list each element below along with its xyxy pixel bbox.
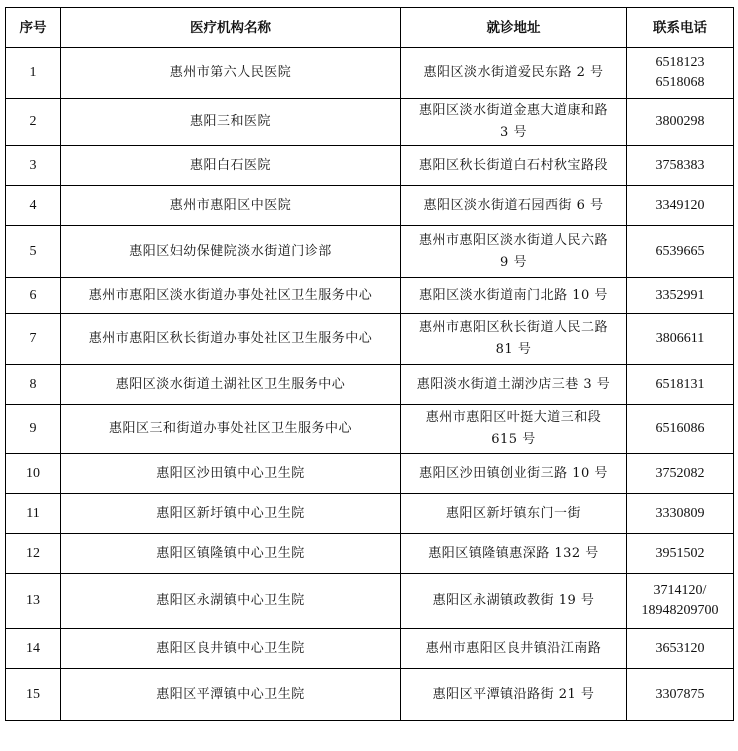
table-row	[6, 99, 734, 146]
institution-name: 惠州市第六人民医院	[61, 48, 401, 99]
institution-name: 惠州市惠阳区秋长街道办事处社区卫生服务中心	[61, 314, 401, 365]
row-index: 5	[6, 226, 61, 278]
institution-address	[401, 48, 627, 99]
phone-line: 3714120/	[653, 583, 707, 598]
header-institution-name: 医疗机构名称	[61, 8, 401, 48]
institution-phone	[627, 669, 734, 721]
phone-line: 3758383	[655, 157, 705, 173]
institution-phone	[627, 314, 734, 365]
phone-line: 6518131	[655, 376, 705, 392]
header-index: 序号	[6, 8, 61, 48]
phone-line: 6539665	[655, 243, 705, 259]
address-line: 惠阳区淡水街道石园西街 6 号	[423, 197, 604, 213]
institution-address	[401, 494, 627, 534]
row-index: 2	[6, 99, 61, 146]
institution-name: 惠州市惠阳区淡水街道办事处社区卫生服务中心	[61, 278, 401, 314]
table-row	[6, 405, 734, 454]
table-row	[6, 226, 734, 278]
table-row	[6, 314, 734, 365]
phone-line: 6518123	[655, 55, 705, 70]
institution-address	[401, 534, 627, 574]
address-line: 惠州市惠阳区秋长街道人民二路	[418, 320, 608, 335]
institution-name: 惠阳区良井镇中心卫生院	[61, 629, 401, 669]
institution-phone	[627, 48, 734, 99]
document-page	[5, 7, 734, 721]
table-row	[6, 186, 734, 226]
address-line: 惠阳区沙田镇创业街三路 10 号	[419, 465, 608, 481]
address-line: 惠阳区新圩镇东门一街	[445, 505, 581, 521]
table-row	[6, 48, 734, 99]
table-row	[6, 574, 734, 629]
institution-phone	[627, 186, 734, 226]
institution-address	[401, 454, 627, 494]
phone-line: 18948209700	[641, 603, 719, 618]
institution-name: 惠阳区永湖镇中心卫生院	[61, 574, 401, 629]
institution-name: 惠阳白石医院	[61, 146, 401, 186]
row-index: 6	[6, 278, 61, 314]
phone-line: 3653120	[655, 640, 705, 656]
phone-line: 6518068	[655, 75, 705, 90]
phone-line: 3752082	[655, 465, 705, 481]
table-body	[6, 48, 734, 721]
table-row	[6, 365, 734, 405]
institution-phone	[627, 278, 734, 314]
address-line: 615 号	[491, 432, 536, 447]
row-index: 9	[6, 405, 61, 454]
header-phone: 联系电话	[627, 8, 734, 48]
institution-address	[401, 226, 627, 278]
institution-address	[401, 278, 627, 314]
row-index: 7	[6, 314, 61, 365]
row-index: 8	[6, 365, 61, 405]
institution-phone	[627, 405, 734, 454]
institution-phone	[627, 629, 734, 669]
address-line: 惠阳区镇隆镇惠深路 132 号	[428, 545, 599, 561]
address-line: 9 号	[500, 254, 527, 270]
address-line: 惠阳区秋长街道白石村秋宝路段	[418, 157, 608, 173]
row-index: 4	[6, 186, 61, 226]
institution-phone	[627, 365, 734, 405]
institution-name: 惠阳区平潭镇中心卫生院	[61, 669, 401, 721]
address-line: 81 号	[495, 342, 532, 357]
institution-name: 惠阳区新圩镇中心卫生院	[61, 494, 401, 534]
row-index: 12	[6, 534, 61, 574]
row-index: 15	[6, 669, 61, 721]
address-line: 惠阳区平潭镇沿路街 21 号	[432, 686, 595, 702]
phone-line: 3307875	[655, 686, 705, 702]
institution-name: 惠阳区沙田镇中心卫生院	[61, 454, 401, 494]
institution-name: 惠阳区镇隆镇中心卫生院	[61, 534, 401, 574]
institution-address	[401, 186, 627, 226]
address-line: 惠州市惠阳区淡水街道人民六路	[418, 232, 608, 248]
phone-line: 3352991	[655, 287, 705, 303]
institution-address	[401, 669, 627, 721]
institution-phone	[627, 146, 734, 186]
address-line: 惠阳淡水街道土湖沙店三巷 3 号	[416, 376, 611, 392]
row-index: 14	[6, 629, 61, 669]
table-header-row	[6, 8, 734, 48]
institution-name: 惠阳区妇幼保健院淡水街道门诊部	[61, 226, 401, 278]
institution-address	[401, 629, 627, 669]
institution-address	[401, 99, 627, 146]
institution-address	[401, 405, 627, 454]
institution-phone	[627, 226, 734, 278]
institution-address	[401, 365, 627, 405]
table-row	[6, 146, 734, 186]
institution-name: 惠阳三和医院	[61, 99, 401, 146]
row-index: 10	[6, 454, 61, 494]
row-index: 1	[6, 48, 61, 99]
table-row	[6, 669, 734, 721]
institution-phone	[627, 99, 734, 146]
phone-line: 6516086	[655, 421, 705, 436]
institution-phone	[627, 494, 734, 534]
address-line: 惠阳区淡水街道爱民东路 2 号	[423, 65, 604, 80]
address-line: 惠州市惠阳区叶挺大道三和段	[425, 410, 602, 425]
medical-institutions-table	[5, 7, 734, 721]
table-row	[6, 494, 734, 534]
institution-name: 惠州市惠阳区中医院	[61, 186, 401, 226]
table-row	[6, 454, 734, 494]
phone-line: 3330809	[655, 505, 705, 521]
institution-address	[401, 574, 627, 629]
table-row	[6, 629, 734, 669]
institution-address	[401, 146, 627, 186]
table-row	[6, 534, 734, 574]
row-index: 11	[6, 494, 61, 534]
row-index: 13	[6, 574, 61, 629]
row-index: 3	[6, 146, 61, 186]
address-line: 惠阳区永湖镇政教街 19 号	[432, 593, 595, 608]
phone-line: 3806611	[655, 331, 705, 346]
institution-phone	[627, 574, 734, 629]
table-row	[6, 278, 734, 314]
address-line: 惠州市惠阳区良井镇沿江南路	[425, 640, 602, 656]
phone-line: 3800298	[655, 114, 705, 129]
address-line: 惠阳区淡水街道南门北路 10 号	[419, 287, 608, 303]
phone-line: 3349120	[655, 197, 705, 213]
address-line: 惠阳区淡水街道金惠大道康和路	[418, 103, 608, 118]
phone-line: 3951502	[655, 545, 705, 561]
institution-phone	[627, 534, 734, 574]
institution-address	[401, 314, 627, 365]
address-line: 3 号	[500, 125, 527, 140]
institution-name: 惠阳区三和街道办事处社区卫生服务中心	[61, 405, 401, 454]
institution-name: 惠阳区淡水街道土湖社区卫生服务中心	[61, 365, 401, 405]
institution-phone	[627, 454, 734, 494]
header-address: 就诊地址	[401, 8, 627, 48]
